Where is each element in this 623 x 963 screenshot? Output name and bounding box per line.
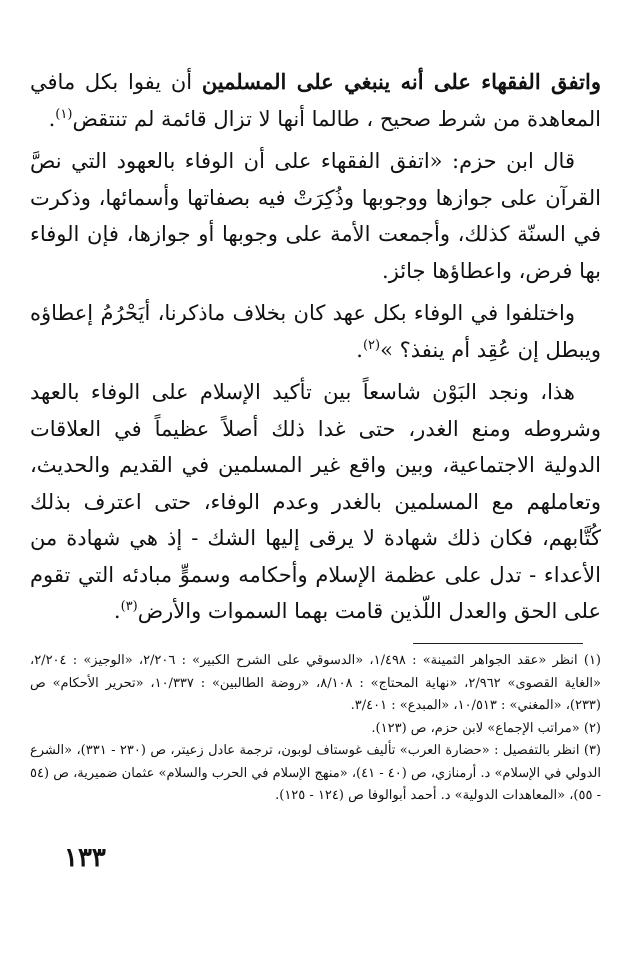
- footnote-ref-1: (١): [55, 106, 73, 122]
- footnote-2: (٢) «مراتب الإجماع» لابن حزم، ص (١٢٣).: [371, 720, 601, 736]
- footnotes: [30, 650, 601, 808]
- footnote-separator: [413, 643, 583, 644]
- footnote-ref-3: (٣): [120, 599, 138, 614]
- paragraph-1-bold: واتفق الفقهاء على أنه ينبغي على المسلمين: [201, 69, 601, 94]
- paragraph-1: [30, 64, 601, 137]
- paragraph-4-text: هذا، ونجد البَوْن شاسعاً بين تأكيد الإسلام على الوفاء بالعهد وشروطه ومنع الغدر، حتى غدا ذلك أصلاً عظيماً في العلاقات الدولية الاجتماعية، وبين واقع غير المسلمين في القديم والحديث، وتعاملهم مع المسلمين بالغدر وعدم الوفاء، حتى اعترف بذلك كُتَّابهم، فكان ذلك شهادة لا يرقى إليها الشك - إذ هي شهادة من الأعداء - تدل على عظمة الإسلام وأحكامه وسموٍّ مبادئه التي تقوم على الحق والعدل اللّذين قامت بهما السموات والأرض: [30, 380, 601, 623]
- paragraph-3-text: واختلفوا في الوفاء بكل عهد كان بخلاف ماذكرنا، أيَحْرُمُ إعطاؤه ويبطل إن عُقِد أم ينفذ؟ »: [30, 301, 601, 362]
- paragraph-2: قال ابن حزم: «اتفق الفقهاء على أن الوفاء بالعهود التي نصَّ القرآن على جوازها ووجوبها وذُكِرَتْ فيه بصفاتها وأسمائها، وذكرت في السنّة كذلك، وأجمعت الأمة على وجوبها أو جوازها، فإن الوفاء بها فرض، واعطاؤها جائز.: [30, 149, 601, 283]
- paragraph-4: [30, 374, 601, 630]
- paragraph-4-end: .: [113, 599, 121, 623]
- page-number: ١٣٣: [64, 843, 106, 873]
- paragraph-1-end: .: [48, 106, 56, 131]
- paragraph-3-end: .: [356, 337, 363, 362]
- footnote-ref-2: (٢): [362, 337, 381, 353]
- footnote-3: (٣) انظر بالتفصيل : «حضارة العرب» تأليف غوستاف لوبون، ترجمة عادل زعيتر، ص (٢٣٠ - ٣٣١)، «الشرع الدولي في الإسلام» د. أرمنازي، ص (٤٠ - ٤١)، «منهج الإسلام في الحرب والسلام» عثمان ضميرية، ص (٥٤ - ٥٥)، «المعاهدات الدولية» د. أحمد أبوالوفا ص (١٢٤ - ١٢٥).: [30, 743, 601, 803]
- footnote-1: (١) انظر «عقد الجواهر الثمينة» : ١/٤٩٨، «الدسوقي على الشرح الكبير» : ٢/٢٠٦، «الوجيز» : ٢/٢٠٤، «الغاية القصوى» ٢/٩٦٢، «نهاية المحتاج» : ٨/١٠٨، «روضة الطالبين» : ١٠/٣٣٧، «تحرير الأحكام» ص (٢٣٣)، «المغني» : ١٠/٥١٣، «المبدع» : ٣/٤٠١.: [30, 653, 601, 713]
- paragraph-1-text: أن يفوا بكل مافي المعاهدة من شرط صحيح ، طالما أنها لا تزال قائمة لم تنتقض: [30, 70, 601, 131]
- main-text: [30, 64, 601, 636]
- paragraph-3: [30, 295, 601, 368]
